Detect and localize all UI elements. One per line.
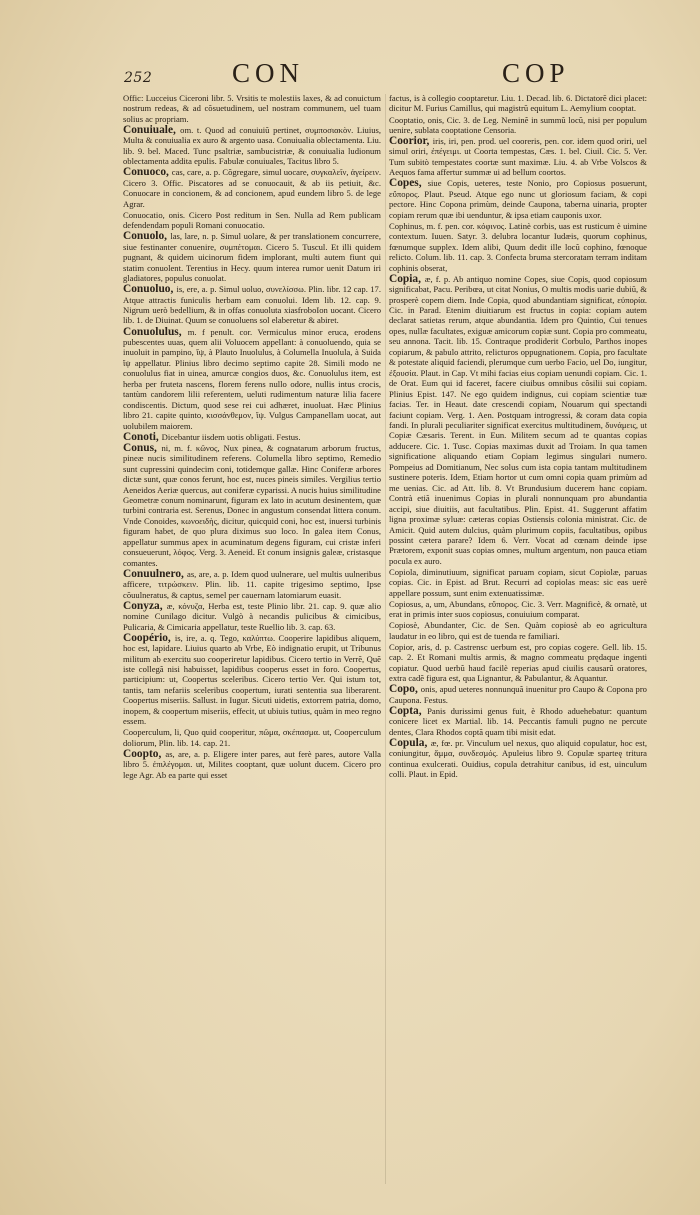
entry-text: æ, κόνυζα, Herba est, teste Plinio libr. 21. cap. 9. quæ alio nomine Cunilago dicitur. Vulgò à necandis pulicibus & cimicibus, Pulicaria, & Cimicaria appellatur, teste Ruellio lib. 3. cap. 63.: [123, 600, 381, 632]
entry-text: cas, care, a. p. Cõgregare, simul uocare, συγκαλεῖν, ἀγείρειν. Cicero 3. Offic. Piscatores ad se conuocauit, & ab iis petiuit, &c. Conuocare in concionem, & ad concionem, apud eundem libro 5. de lege Agrar.: [123, 167, 381, 209]
entry-headword: Conuolulus,: [123, 325, 188, 338]
entry-headword: Conuulnero,: [123, 567, 188, 580]
running-head-left: CON: [232, 58, 305, 88]
entry-headword: Conuolo,: [123, 230, 171, 243]
running-head-right: COP: [502, 58, 570, 88]
dictionary-entry: [389, 684, 647, 705]
entry-text: as, are, a. p. Idem quod uulnerare, uel multis uulneribus afficere, τιτρώσκειν. Plin. lib. 11. capite trigesimo septimo, Ipse cõuulneratus, & captus, semel per cauernam latomiarum euasit.: [123, 568, 381, 600]
dictionary-entry: [123, 432, 381, 442]
entry-text: Cooptatio, onis, Cic. 3. de Leg. Neminẽ in summũ locũ, nisi per populum uenire, sublata cooptatione Censoria.: [389, 114, 647, 135]
dictionary-entry: [123, 727, 381, 748]
entry-text: Cooperculum, li, Quo quid cooperitur, πῶμα, σκέπασμα. ut, Cooperculum doliorum, Plin. lib. 14. cap. 21.: [123, 727, 381, 748]
entry-text: Offic: Lucceius Ciceroni libr. 5. Vrsitis te molestiis laxes, & ad conuictum nostrum redeas, & ad cõsuetudinem, uel nostram communem, uel tuam solius ac propriam.: [123, 93, 381, 124]
entry-text: Copiola, diminutiuum, significat paruam copiam, sicut Copiolæ, paruas copias. Cic. in Epist. ad Brut. Recurri ad copiolas meas: sic eas uerè appellare possum, sunt enim extenuatissimæ.: [389, 566, 647, 598]
dictionary-entry: [389, 221, 647, 273]
dictionary-entry: [389, 642, 647, 684]
dictionary-entry: [123, 284, 381, 326]
entry-text: Copiosus, a, um, Abundans, εὔπορος. Cic. 3. Verr. Magnificè, & ornatè, ut erat in primis inter suos copiosus, conuiuium comparat.: [389, 598, 647, 620]
page-number: 252: [124, 70, 153, 86]
dictionary-entry: [123, 93, 381, 124]
entry-text: Panis durissimi genus fuit, è Rhodo aduehebatur: quantum conicere licet ex Martial. lib. 14. Peccantis famuli pugno ne percute dentes, Clara Rhodos coptã quam tibi misit edat.: [389, 705, 647, 737]
entry-text: as, are, a. p. Eligere inter pares, aut ferè pares, autore Valla libro 5. ἐπιλέγομαι. ut, Milites cooptant, quæ uolunt ducem. Cicero pro lege Agr. Ab ea parte qui esset: [123, 748, 382, 780]
entry-headword: Conuoco,: [123, 166, 172, 179]
entry-headword: Copula,: [389, 736, 431, 749]
dictionary-entry: [123, 210, 381, 231]
dictionary-entry: [389, 706, 647, 737]
dictionary-entry: [123, 749, 381, 780]
entry-headword: Conyza,: [123, 599, 167, 612]
entry-text: iris, iri, pen. prod. uel cooreris, pen. cor. idem quod oriri, uel simul oriri, ἐπέγειμι. ut Coorta tempestas, Cæs. 1. bel. Ciuil. Cic. 5. Ver. Tum subitò tempestates coortæ sunt maximæ. Liu. 4. ab Vrbe Volscos & Aequos fama affertur summæ ui ad bellum coortos.: [389, 136, 647, 178]
dictionary-entry: [389, 738, 647, 780]
dictionary-entry: [389, 136, 647, 178]
entry-text: om. t. Quod ad conuiuiũ pertinet, συμποσιακὸν. Liuius, Multa & conuiualia ex auro & argento uasa. Conuiualia oblectamenta. Liu. lib. 9. bel. Maced. Tunc psaltriæ, sambucistriæ, & conuiualia ludionum oblectamenta addita epulis. Fabulæ conuiuales, Tacitus libro 5.: [123, 124, 382, 167]
dictionary-entry: [123, 231, 381, 283]
entry-headword: Coopto,: [123, 747, 166, 760]
left-column: [123, 93, 381, 781]
dictionary-entry: [123, 633, 381, 727]
entry-text: ni, m. f. κῶνος, Nux pinea, & cognatarum arborum fructus, pineæ nucis similitudinem referens. Columella libro septimo, Remedio sunt cupressini quindecim coni, totidemque gallæ. Hinc Coniferæ arbores dictæ sunt, quæ conos ferunt, hoc est, nuces pineis similes. Vergilius tertio Aeneidos Aeriæ quercus, aut coniferæ cyparissi. A nucis huius similitudine Geometræ conum nominarunt, figuram ex lato in acutum desinentem, quæ turbini contraria est. Serenus, Donec in angustum consendat littera conum. Vnde Conoides, κωνοειδὴς, dicitur, quicquid coni, hoc est, inuersi turbinis figuram habet, de quo plura diximus suo loco. In galea item Conus, appellatur summus apex in acuminatum degens figuram, cui cristæ inferi consueuerunt, λόφος. Verg. 3. Aeneid. Et conum insignis galeæ, cristasque comantes.: [123, 442, 381, 568]
entry-headword: Conuoluo,: [123, 283, 177, 296]
entry-headword: Copo,: [389, 683, 421, 696]
dictionary-entry: [123, 601, 381, 632]
entry-text: Copiosè, Abundanter, Cic. de Sen. Quàm copiosè ab eo agricultura laudatur in eo libro, qui est de tuenda re familiari.: [389, 620, 647, 641]
entry-headword: Coopério,: [123, 631, 175, 644]
dictionary-entry: [389, 620, 647, 641]
dictionary-entry: [389, 115, 647, 136]
entry-text: is, ire, a. q. Tego, καλύπτω. Cooperire lapidibus aliquem, hoc est, lapidare. Liuius quarto ab Vrbe, Eò indignatio erupit, ut Tribunus militum ab exercitu suo cooperiretur lapidibus. Cicero tertio in Verrẽ, Quẽ iste collegã nisi habuisset, lapidibus cooperus esset in foro. Coopertus, participium: ut, Coopertus sceleribus. Cicero tertio Ver. Qui istum tot, tantis, tam nefariis sceleribus coopertum, iurati sententia sua liberarent. Coopertus miseriis. Sallust. in Iugur. Sicuti uidetis, extorrem patria, domo, inopem, & coopertum miseriis, effecit, ut ubiuis tutius, quàm in meo regno essem.: [123, 632, 382, 727]
entry-text: onis, apud ueteres nonnunquã inuenitur pro Caupo & Copona pro Caupona. Festus.: [389, 684, 647, 705]
entry-text: æ, f. p. Ab antiquo nomine Copes, siue Copis, quod copiosum significabat, Pacu. Peribœa, ut citat Nonius, O multis modis uarie dubiũ, & prosperè copem diem. Inde Copia, quod abundantiam significat, εὐπορία. Cic. in Parad. Etenim diuitiarum est fructus in copia: copiam autem declarat satietas rerum, atque abundantia. Idem pro Quintio, Cui tenues opes, nullæ facultates, exiguæ amicorum copiæ sunt. Copia pro commeatu, seu annona. Tacit. lib. 15. Contraque prodiderit Corbulo, Parthos inopes copiarum, & pabulo attrito, relicturos oppugnationem. Copia, pro facultate & potestate aliquid faciendi, plerumque cum uerbo Facio, uel Do, iungitur, ἐξουσία. Plaut. in Cap. Vt mihi facias eius copiam uenundi copiam. Cic. 1. de Orat. Eum qui id faceret, facere ciuibus omnibus cõsilii sui copiam. Plinius Epist. 147. Ne ego quidem indignus, cui copiam scientiæ tuæ facias. Ter. in Heaut. date crescendi copiam, Nouarum qui spectandi faciunt copiam. Verg. 1. Aen. Postquam introgressi, & coram data copia fandi. In plurali peculiariter significat exercitus multitudinem, δυνάμεις, ut Copiæ Cæsaris. Terent. in Eun. Militem secum ad te quantas copias adducere. Cic. 1. Tusc. Copias maximas duxit ad Troiam. In qua tamen significatione aliquando etiam Copiam legimus singulari numero. Pompeius ad Domitianum, Nec solus cum ista copia tantam multitudinem sustinere poteris. Idem, Etiam hortor ut cum omni copia quam primùm ad me uenias. Cic. ad Att. lib. 8. Vt Brundusium ducerem hanc copiam. Contrà etiã inuenimus Copias in plurali nonnunquam pro abundantia accipi, siue diuitiis, aut facultatibus. Plin. Epist. 41. Suggerunt affatim ligna proximæ syluæ: cæteras copias Ostiensis colonia ministrat. Cic. de Amicit. Quid autem dulcius, quàm plurimum copiis, facultatibus, opibus possint cætera parare? Idem 6. Verr. Vocat ad cœnam deinde ipse Prætorem, exponit suas copias omnes, multum argentum, non pauca etiam pocula ex auro.: [389, 273, 648, 566]
dictionary-entry: [123, 443, 381, 568]
dictionary-entry: [123, 167, 381, 209]
entry-headword: Copta,: [389, 704, 428, 717]
dictionary-entry: [123, 327, 381, 432]
dictionary-entry: [389, 274, 647, 567]
dictionary-entry: [389, 93, 647, 114]
dictionary-entry: [389, 599, 647, 620]
column-divider: [385, 94, 386, 1184]
entry-text: factus, is à collegio cooptaretur. Liu. 1. Decad. lib. 6. Dictatorẽ dici placet: dicitur M. Furius Camillus, qui magistrũ equitum L. Aemylium cooptat.: [389, 93, 647, 114]
entry-text: æ, fœ. pr. Vinculum uel nexus, quo aliquid copulatur, hoc est, coniungitur, ἅμμα, συνδεσμός. Apuleius libro 9. Copulæ sparteę tritura continua exulcerati. Ouidius, copula detrahitur canibus, id est, uinculum colli. Plaut. in Epid.: [389, 737, 647, 780]
dictionary-entry: [123, 569, 381, 600]
entry-headword: Conus,: [123, 441, 162, 454]
entry-headword: Conoti,: [123, 430, 162, 443]
dictionary-entry: [123, 125, 381, 167]
dictionary-entry: [389, 567, 647, 598]
entry-text: siue Copis, ueteres, teste Nonio, pro Copiosus posuerunt, εὔπορος. Plaut. Pseud. Atque ego nunc ut gloriosum faciam, & copi pectore. Hinc Copona primùm, deinde Caupona, taberna uinaria, propter copiam rerum quæ ibi uenduntur, & ipsa etiam cauponis uxor.: [389, 178, 647, 220]
entry-text: las, lare, n. p. Simul uolare, & per translationem concurrere, siue festinanter conuenire, συμπέτομαι. Cicero 5. Tuscul. Et illi quidem pugnant, & quidem uicinorum fidem implorant, multi autem fiunt qui statim conuolent. Terentius in Hecy. quum interea rumor uenit Datum iri gladiatores, populus conuolat.: [123, 231, 382, 284]
entry-text: Copior, aris, d. p. Castrensc uerbum est, pro copias cogere. Gell. lib. 15. cap. 2. Et Romani multis armis, & magno commeatu prędaque ingenti copiatur. Quod uerbũ haud facilè reperias apud ciuilis causarũ oratores, extra cadẽ figura est, qua Lignantur, & Pabulantur, & Aquantur.: [389, 641, 647, 684]
entry-headword: Copes,: [389, 177, 428, 190]
entry-text: Dicebantur iisdem uotis obligati. Festus.: [161, 431, 301, 442]
entry-text: Cophinus, m. f. pen. cor. κόφινος. Latinè corbis, uas est rusticum è uimine contextum. Iuuen. Satyr. 3. delubra locantur Iudæis, quorum cophinus, fœnumque supplex. Idem alibi, Quum dedit ille locũ cophino, fœnoque relicto. Colum. lib. 11. cap. 3. Confecta bruma stercoratam terram inditam cophinis obserat,: [389, 220, 647, 273]
entry-headword: Coorior,: [389, 135, 433, 147]
right-column: [389, 93, 647, 780]
dictionary-entry: [389, 178, 647, 220]
entry-headword: Copia,: [389, 272, 425, 285]
entry-headword: Conuiuale,: [123, 123, 181, 136]
entry-text: m. f penult. cor. Vermiculus minor eruca, erodens pubescentes uuas, quem alii Voluocem appellant: à conuoluendo, quia se inuoluit in pampino, ἴψ, à Plauto Inuolulus, à Columella Inuolula, à Suida ἴψ appellatur. Plinius libro decimo septimo capite 28. Simili modo ne conuolulus fiat in uinea, amurcæ congios duos, &c. Conuolulus item, est herba per fruteta nascens, florem ferens nullo odore, nullis intus crocis, tantùm candorem lilii referentem, ueluti rudimentum naturæ lilia facere condiscentis. Dictum, quod sese rei cui adhæret, inuoluat. Hæc Plinius libro 21. capite quinto, κισσάνθεμον, ἴψ. Vulgus Campanellam uocat, aut uolubilem maiorem.: [123, 326, 382, 431]
entry-text: Conuocatio, onis. Cicero Post reditum in Sen. Nulla ad Rem publicam defendendam populi Romani conuocatio.: [123, 209, 381, 231]
entry-text: is, ere, a. p. Simul uoluo, συνελίσσω. Plin. libr. 12 cap. 17. Atque attractis funiculis herbam eam conuolui. Idem lib. 12. cap. 9. Nigrum uerò bedellium, & in offas conuoluta xiasfroboIon uocant. Cicero lib. 1. de Diuinat. Quum se conuoluens sol elaberetur & abiret.: [123, 284, 381, 326]
